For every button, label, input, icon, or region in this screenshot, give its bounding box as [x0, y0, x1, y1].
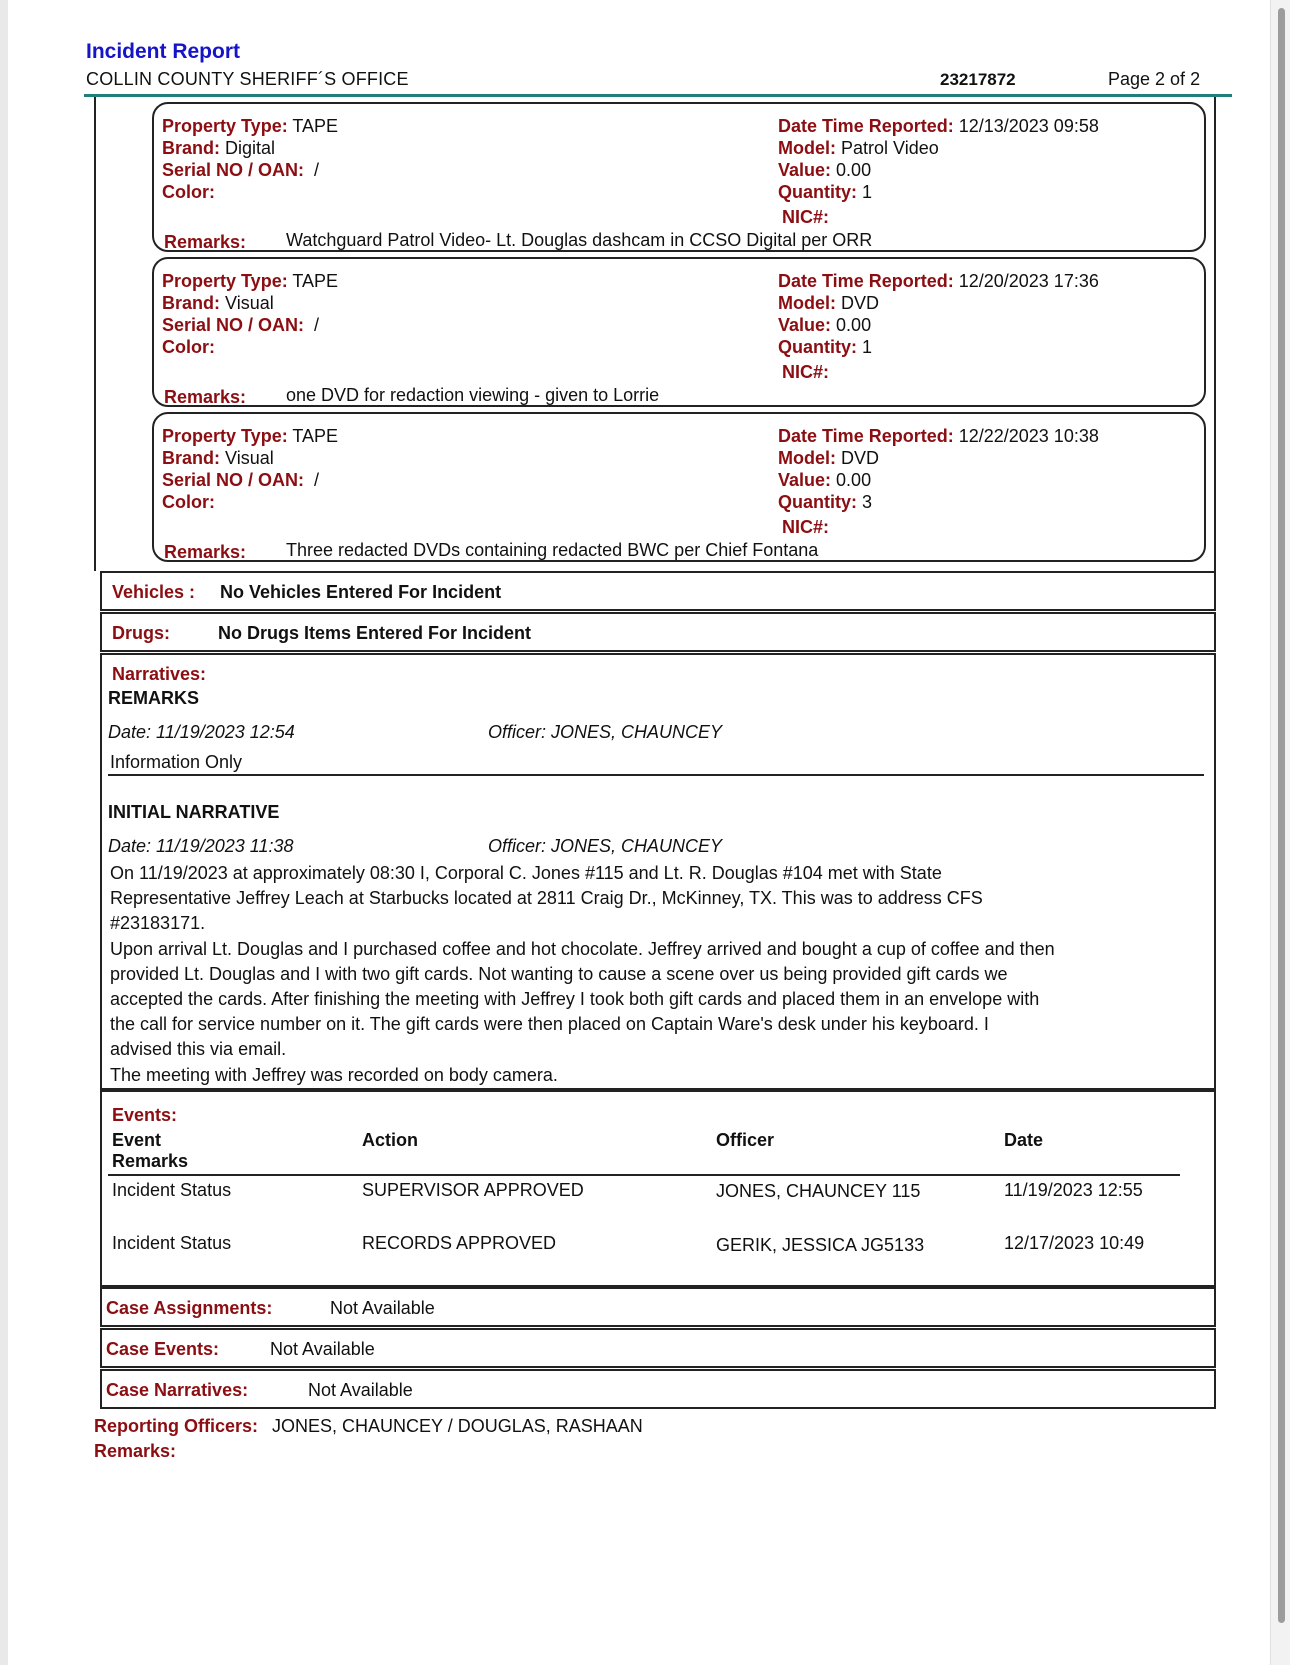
narratives-box [100, 653, 1216, 1090]
brand-label: Brand: [162, 293, 220, 313]
property-type-label: Property Type: [162, 116, 288, 136]
case-narratives-label: Case Narratives: [106, 1380, 249, 1400]
remarks-label: Remarks: [164, 387, 247, 407]
officer-cell: GERIK, JESSICA JG5133 [716, 1235, 925, 1255]
footer-remarks-label: Remarks: [94, 1441, 177, 1461]
date-cell: 12/17/2023 10:49 [1004, 1233, 1145, 1253]
narrative-line: the call for service number on it. The gift cards were then placed on Captain Ware's desk under his keyboard. I [110, 1014, 989, 1035]
date-cell: 11/19/2023 12:55 [1004, 1180, 1143, 1200]
events-col-remarks: Remarks [112, 1151, 189, 1171]
serial-value: / [314, 470, 320, 490]
serial-value: / [314, 315, 320, 335]
property-remarks: Watchguard Patrol Video- Lt. Douglas dashcam in CCSO Digital per ORR [286, 230, 873, 250]
reporting-officers-value: JONES, CHAUNCEY / DOUGLAS, RASHAAN [272, 1416, 643, 1436]
model-label: Model: [778, 448, 836, 468]
brand-value: Digital [225, 138, 276, 158]
quantity-value: 1 [862, 182, 873, 202]
narrative-title: INITIAL NARRATIVE [108, 802, 280, 822]
events-box [100, 1090, 1216, 1287]
property-type-label: Property Type: [162, 426, 288, 446]
narrative-date: Date: 11/19/2023 12:54 [108, 722, 295, 742]
property-remarks: Three redacted DVDs containing redacted BWC per Chief Fontana [286, 540, 819, 560]
case-assignments-box [100, 1287, 1216, 1327]
quantity-label: Quantity: [778, 492, 857, 512]
narrative-text: Information Only [110, 752, 243, 772]
property-card [152, 257, 1206, 407]
event-cell: Incident Status [112, 1180, 232, 1200]
value-value: 0.00 [836, 160, 872, 180]
narrative-body [110, 861, 1055, 1088]
narrative-line: Representative Jeffrey Leach at Starbucks located at 2811 Craig Dr., McKinney, TX. This was to address CFS [110, 888, 983, 909]
events-col-officer: Officer [716, 1130, 775, 1150]
serial-label: Serial NO / OAN: [162, 315, 305, 335]
date-reported-label: Date Time Reported: [778, 426, 954, 446]
remarks-label: Remarks: [164, 232, 247, 252]
value-label: Value: [778, 470, 832, 490]
color-label: Color: [162, 337, 215, 357]
report-title: Incident Report [86, 40, 241, 63]
quantity-value: 3 [862, 492, 873, 512]
narratives-label: Narratives: [112, 664, 207, 684]
nic-label: NIC#: [782, 207, 830, 227]
date-reported-value: 12/13/2023 09:58 [958, 116, 1099, 136]
model-value: DVD [841, 293, 880, 313]
narrative-officer: Officer: JONES, CHAUNCEY [488, 722, 723, 742]
serial-label: Serial NO / OAN: [162, 160, 305, 180]
nic-label: NIC#: [782, 517, 830, 537]
quantity-label: Quantity: [778, 337, 857, 357]
events-col-action: Action [362, 1130, 418, 1150]
value-label: Value: [778, 160, 832, 180]
vehicles-box [100, 571, 1216, 611]
case-narratives-box [100, 1369, 1216, 1409]
events-col-event: Event [112, 1130, 162, 1150]
vehicles-label: Vehicles : [112, 582, 196, 602]
value-label: Value: [778, 315, 832, 335]
brand-label: Brand: [162, 138, 220, 158]
narrative-line: The meeting with Jeffrey was recorded on body camera. [110, 1064, 558, 1085]
property-type-label: Property Type: [162, 271, 288, 291]
events-label: Events: [112, 1105, 178, 1125]
quantity-label: Quantity: [778, 182, 857, 202]
narrative-line: advised this via email. [110, 1039, 287, 1060]
incident-number: 23217872 [940, 70, 1016, 89]
model-label: Model: [778, 138, 836, 158]
narrative-line: provided Lt. Douglas and I with two gift cards. Not wanting to cause a scene over us being provided gift cards we [110, 963, 1008, 984]
narrative-line: accepted the cards. After finishing the meeting with Jeffrey I took both gift cards and placed them in an envelope with [110, 989, 1040, 1010]
events-header-rule [108, 1174, 1180, 1176]
date-reported-value: 12/20/2023 17:36 [958, 271, 1099, 291]
color-label: Color: [162, 182, 215, 202]
reporting-officers-label: Reporting Officers: [94, 1416, 259, 1436]
property-remarks: one DVD for redaction viewing - given to Lorrie [286, 385, 660, 405]
color-label: Color: [162, 492, 215, 512]
agency-name: COLLIN COUNTY SHERIFF´S OFFICE [86, 69, 409, 89]
action-cell: SUPERVISOR APPROVED [362, 1180, 584, 1200]
value-value: 0.00 [836, 315, 872, 335]
serial-value: / [314, 160, 320, 180]
narrative-line: On 11/19/2023 at approximately 08:30 I, Corporal C. Jones #115 and Lt. R. Douglas #104 met with State [110, 863, 942, 883]
model-label: Model: [778, 293, 836, 313]
document-page [8, 0, 1270, 1665]
event-cell: Incident Status [112, 1233, 232, 1253]
case-assignments-label: Case Assignments: [106, 1298, 273, 1318]
date-reported-label: Date Time Reported: [778, 271, 954, 291]
vertical-scrollbar[interactable] [1270, 0, 1290, 1665]
remarks-label: Remarks: [164, 542, 247, 562]
serial-label: Serial NO / OAN: [162, 470, 305, 490]
narrative-date: Date: 11/19/2023 11:38 [108, 836, 294, 856]
property-card [152, 102, 1206, 252]
narrative-officer: Officer: JONES, CHAUNCEY [488, 836, 723, 856]
brand-label: Brand: [162, 448, 220, 468]
nic-label: NIC#: [782, 362, 830, 382]
case-events-label: Case Events: [106, 1339, 220, 1359]
narrative-divider [108, 774, 1204, 776]
property-card [152, 412, 1206, 562]
case-assignments-value: Not Available [330, 1298, 435, 1318]
narrative-title: REMARKS [108, 688, 200, 708]
events-col-date: Date [1004, 1130, 1044, 1150]
vehicles-value: No Vehicles Entered For Incident [220, 582, 502, 602]
quantity-value: 1 [862, 337, 873, 357]
page-indicator: Page 2 of 2 [1108, 69, 1201, 89]
value-value: 0.00 [836, 470, 872, 490]
date-reported-value: 12/22/2023 10:38 [958, 426, 1099, 446]
model-value: Patrol Video [841, 138, 939, 158]
drugs-box [100, 612, 1216, 652]
brand-value: Visual [225, 448, 274, 468]
scrollbar-thumb[interactable] [1278, 8, 1285, 1623]
property-type-value: TAPE [292, 271, 339, 291]
action-cell: RECORDS APPROVED [362, 1233, 557, 1253]
narrative-line: #23183171. [110, 913, 206, 934]
property-type-value: TAPE [292, 116, 339, 136]
case-narratives-value: Not Available [308, 1380, 413, 1400]
narrative-line: Upon arrival Lt. Douglas and I purchased coffee and hot chocolate. Jeffrey arrived and bought a cup of coffee and then [110, 938, 1055, 959]
case-events-value: Not Available [270, 1339, 375, 1359]
property-type-value: TAPE [292, 426, 339, 446]
model-value: DVD [841, 448, 880, 468]
brand-value: Visual [225, 293, 274, 313]
case-events-box [100, 1328, 1216, 1368]
drugs-value: No Drugs Items Entered For Incident [218, 623, 532, 643]
officer-cell: JONES, CHAUNCEY 115 [716, 1181, 921, 1201]
date-reported-label: Date Time Reported: [778, 116, 954, 136]
drugs-label: Drugs: [112, 623, 170, 643]
